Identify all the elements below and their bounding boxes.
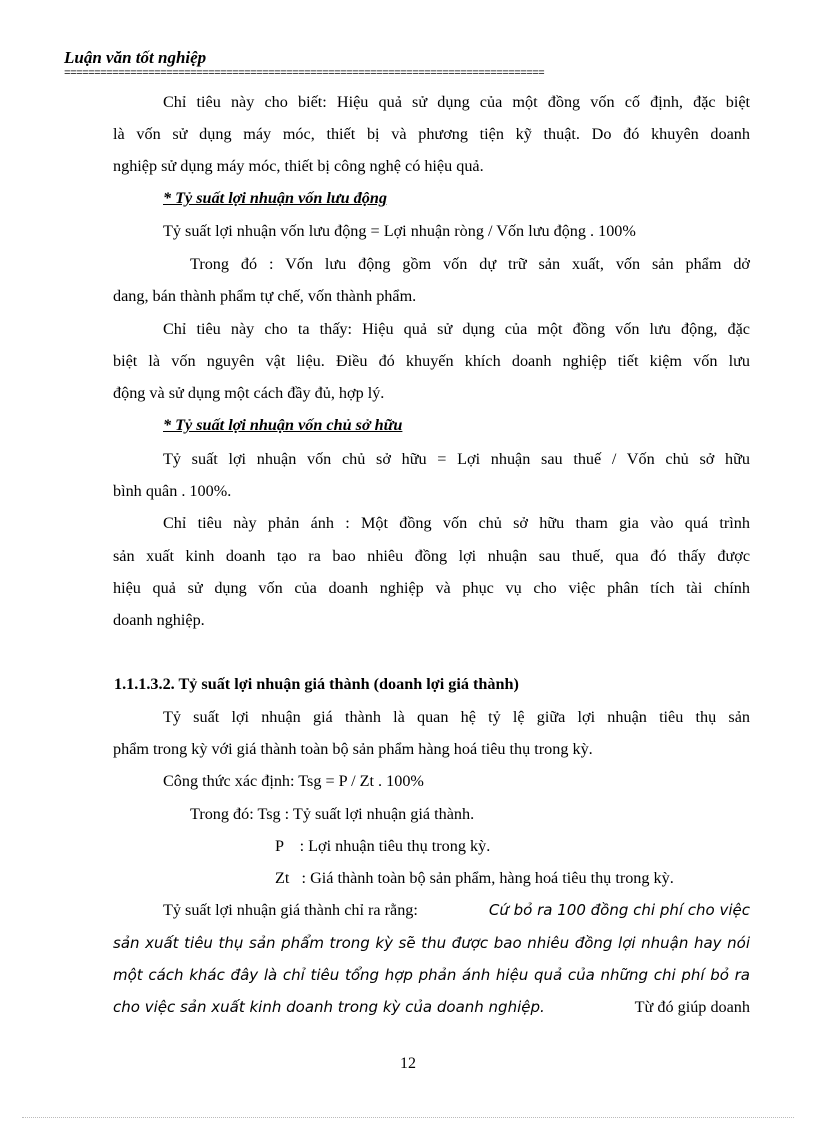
page-bottom-border xyxy=(22,1117,794,1118)
italic-line: sản xuất tiêu thụ sản phẩm trong kỳ sẽ thu được bao nhiêu đồng lợi nhuận hay nói xyxy=(113,934,750,952)
subheading: * Tỷ suất lợi nhuận vốn lưu động xyxy=(163,189,387,207)
definition-line: Zt : Giá thành toàn bộ sản phẩm, hàng hoá tiêu thụ trong kỳ. xyxy=(275,869,674,887)
text-line: hiệu quả sử dụng vốn của doanh nghiệp và phục vụ cho việc phân tích tài chính xyxy=(113,579,750,597)
definition-line: P : Lợi nhuận tiêu thụ trong kỳ. xyxy=(275,837,491,855)
subheading: * Tỷ suất lợi nhuận vốn chủ sở hữu xyxy=(163,416,403,434)
text-line: động và sử dụng một cách đầy đủ, hợp lý. xyxy=(113,384,385,402)
text-line: là vốn sử dụng máy móc, thiết bị và phương tiện kỹ thuật. Do đó khuyên doanh xyxy=(113,125,750,143)
formula-line: Công thức xác định: Tsg = P / Zt . 100% xyxy=(163,772,424,790)
running-header: Luận văn tốt nghiệp xyxy=(64,48,207,67)
text-line: Chỉ tiêu này phản ánh : Một đồng vốn chủ sở hữu tham gia vào quá trình xyxy=(163,514,750,532)
italic-run: cho việc sản xuất kinh doanh trong kỳ của doanh nghiệp. xyxy=(113,998,545,1016)
formula-line: Tỷ suất lợi nhuận vốn chủ sở hữu = Lợi nhuận sau thuế / Vốn chủ sở hữu xyxy=(163,450,750,468)
text-line: doanh nghiệp. xyxy=(113,611,205,629)
text-line: sản xuất kinh doanh tạo ra bao nhiêu đồng lợi nhuận sau thuế, qua đó thấy được xyxy=(113,547,750,565)
text-line xyxy=(113,997,750,1017)
text-line: Trong đó : Vốn lưu động gồm vốn dự trữ sản xuất, vốn sản phẩm dở xyxy=(190,255,750,273)
text-line: biệt là vốn nguyên vật liệu. Điều đó khuyến khích doanh nghiệp tiết kiệm vốn lưu xyxy=(113,352,750,370)
text-line: dang, bán thành phẩm tự chế, vốn thành phẩm. xyxy=(113,287,417,305)
section-heading: 1.1.1.3.2. Tỷ suất lợi nhuận giá thành (doanh lợi giá thành) xyxy=(114,675,519,693)
text-line: nghiệp sử dụng máy móc, thiết bị công nghệ có hiệu quả. xyxy=(113,157,484,175)
text-line: Chỉ tiêu này cho ta thấy: Hiệu quả sử dụng của một đồng vốn lưu động, đặc xyxy=(163,320,750,338)
italic-line: một cách khác đây là chỉ tiêu tổng hợp phản ánh hiệu quả của những chi phí bỏ ra xyxy=(113,966,750,984)
text-line: bình quân . 100%. xyxy=(113,482,232,500)
header-rule: ================================================================================ xyxy=(64,68,545,80)
text-line: phẩm trong kỳ với giá thành toàn bộ sản phẩm hàng hoá tiêu thụ trong kỳ. xyxy=(113,740,593,758)
text-run: Từ đó giúp doanh xyxy=(634,998,750,1016)
page-number: 12 xyxy=(400,1055,416,1072)
text-line: Chỉ tiêu này cho biết: Hiệu quả sử dụng của một đồng vốn cố định, đặc biệt xyxy=(163,93,750,111)
text-line xyxy=(163,900,750,920)
text-line: Tỷ suất lợi nhuận giá thành là quan hệ tỷ lệ giữa lợi nhuận tiêu thụ sản xyxy=(163,708,750,726)
text-run: Tỷ suất lợi nhuận giá thành chỉ ra rằng: xyxy=(163,901,418,919)
italic-run: Cứ bỏ ra 100 đồng chi phí cho việc xyxy=(488,901,750,919)
definition-line: Trong đó: Tsg : Tỷ suất lợi nhuận giá thành. xyxy=(190,805,475,823)
formula-line: Tỷ suất lợi nhuận vốn lưu động = Lợi nhuận ròng / Vốn lưu động . 100% xyxy=(163,222,636,240)
